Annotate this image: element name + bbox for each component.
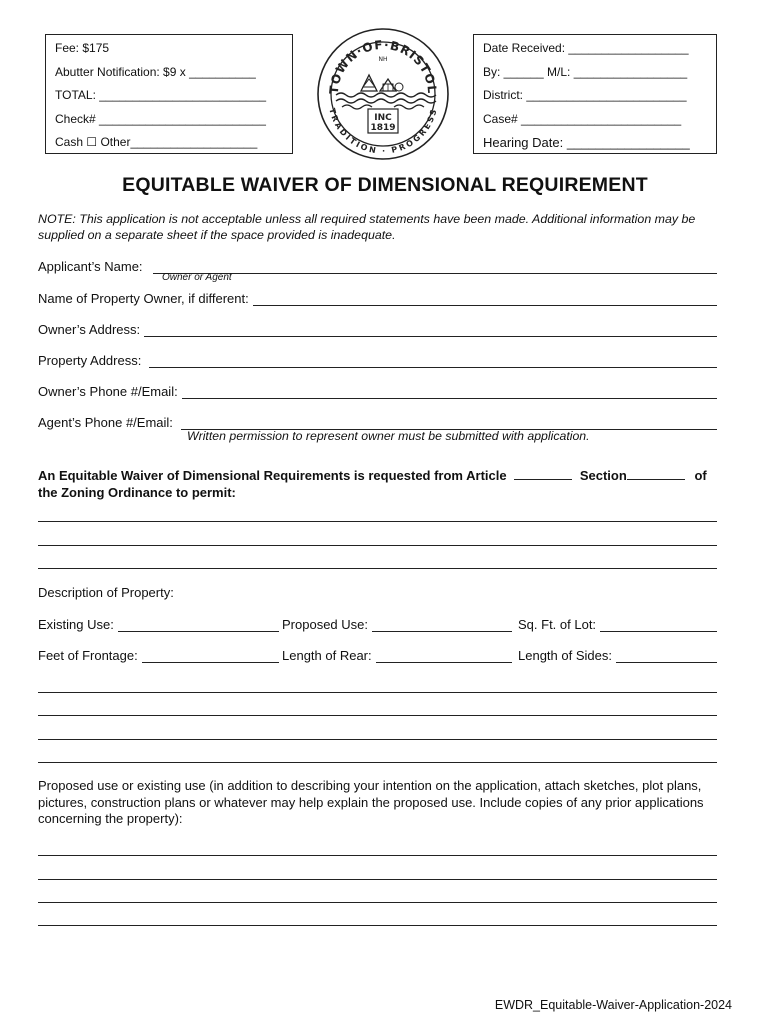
request-of-text: of [694, 468, 707, 483]
town-seal-logo [316, 27, 450, 161]
request-article-text: An Equitable Waiver of Dimensional Requirements is requested from Article [38, 468, 507, 483]
dimensions-row [38, 645, 717, 663]
by-ml-line: By: ______ M/L: _________________ [483, 64, 688, 79]
svg-text:NH: NH [378, 56, 388, 63]
section-number-field[interactable] [627, 468, 685, 480]
permit-line-2[interactable] [38, 545, 717, 546]
proposed-use-label: Proposed Use: [282, 617, 368, 632]
total-line: TOTAL: _________________________ [55, 88, 267, 102]
agent-phone-row [38, 412, 717, 430]
proposed-use-instructions: Proposed use or existing use (in addition to describing your intention on the application, attach sketches, plot plans, pictures, construction plans or whatever may help explain the proposed use. Include copies of any prior applications concerning the property): [38, 778, 704, 826]
district-line: District: ________________________ [483, 88, 687, 102]
date-received-box [473, 34, 717, 154]
description-line-2[interactable] [38, 715, 717, 716]
fee-line: Fee: $175 [55, 41, 110, 55]
owner-phone-label: Owner’s Phone #/Email: [38, 384, 178, 399]
owner-address-field[interactable] [144, 322, 717, 337]
property-owner-row [38, 288, 717, 306]
svg-text:1819: 1819 [370, 123, 396, 133]
owner-phone-field[interactable] [182, 384, 717, 399]
proposed-line-4[interactable] [38, 925, 717, 926]
request-permit-text: the Zoning Ordinance to permit: [38, 484, 236, 500]
article-number-field[interactable] [514, 468, 572, 480]
owner-phone-row [38, 381, 717, 399]
length-rear-label: Length of Rear: [282, 648, 372, 663]
abutter-line: Abutter Notification: $9 x __________ [55, 64, 256, 79]
proposed-use-field[interactable] [372, 617, 512, 632]
property-address-field[interactable] [149, 353, 717, 368]
sq-ft-lot-label: Sq. Ft. of Lot: [518, 617, 597, 632]
fee-box [45, 34, 293, 154]
proposed-line-2[interactable] [38, 879, 717, 880]
waiver-request-statement [38, 468, 728, 501]
application-note: NOTE: This application is not acceptable unless all required statements have been made. Additional information may be supplied on a separate sheet if the space provided is inadequate. [38, 212, 696, 242]
description-line-4[interactable] [38, 762, 717, 763]
description-line-1[interactable] [38, 692, 717, 693]
check-line: Check# _________________________ [55, 111, 266, 126]
description-line-3[interactable] [38, 739, 717, 740]
agent-phone-field[interactable] [181, 415, 717, 430]
proposed-line-1[interactable] [38, 855, 717, 856]
agent-phone-label: Agent’s Phone #/Email: [38, 415, 173, 430]
description-heading: Description of Property: [38, 585, 174, 600]
owner-address-row [38, 319, 717, 337]
property-address-label: Property Address: [38, 353, 142, 368]
applicant-name-label: Applicant’s Name: [38, 259, 143, 274]
permission-note: Written permission to represent owner must be submitted with application. [187, 429, 590, 443]
length-sides-field[interactable] [616, 648, 717, 663]
owner-or-agent-hint: Owner or Agent [162, 272, 232, 283]
feet-frontage-label: Feet of Frontage: [38, 648, 138, 663]
date-received-line: Date Received: __________________ [483, 41, 689, 55]
cash-other-line: Cash ☐ Other___________________ [55, 135, 258, 149]
permit-line-3[interactable] [38, 568, 717, 569]
svg-text:TOWN·OF·BRISTOL: TOWN·OF·BRISTOL [326, 37, 440, 95]
case-line: Case# ________________________ [483, 111, 682, 126]
svg-text:TRADITION · PROGRESS: TRADITION · PROGRESS [327, 107, 439, 156]
permit-line-1[interactable] [38, 521, 717, 522]
svg-text:INC: INC [374, 113, 392, 123]
use-row [38, 614, 717, 632]
feet-frontage-field[interactable] [142, 648, 279, 663]
length-sides-label: Length of Sides: [518, 648, 612, 663]
applicant-name-field[interactable] [153, 259, 717, 274]
hearing-date-line: Hearing Date: _________________ [483, 135, 690, 150]
length-rear-field[interactable] [376, 648, 512, 663]
existing-use-field[interactable] [118, 617, 279, 632]
sq-ft-lot-field[interactable] [600, 617, 717, 632]
request-section-text: Section [579, 468, 627, 483]
applicant-name-row [38, 256, 717, 274]
property-address-row [38, 350, 717, 368]
page-title: EQUITABLE WAIVER OF DIMENSIONAL REQUIREMENT [122, 174, 648, 196]
owner-address-label: Owner’s Address: [38, 322, 141, 337]
proposed-line-3[interactable] [38, 902, 717, 903]
document-footer: EWDR_Equitable-Waiver-Application-2024 [494, 998, 732, 1012]
existing-use-label: Existing Use: [38, 617, 114, 632]
property-owner-label: Name of Property Owner, if different: [38, 291, 249, 306]
property-owner-field[interactable] [253, 291, 717, 306]
